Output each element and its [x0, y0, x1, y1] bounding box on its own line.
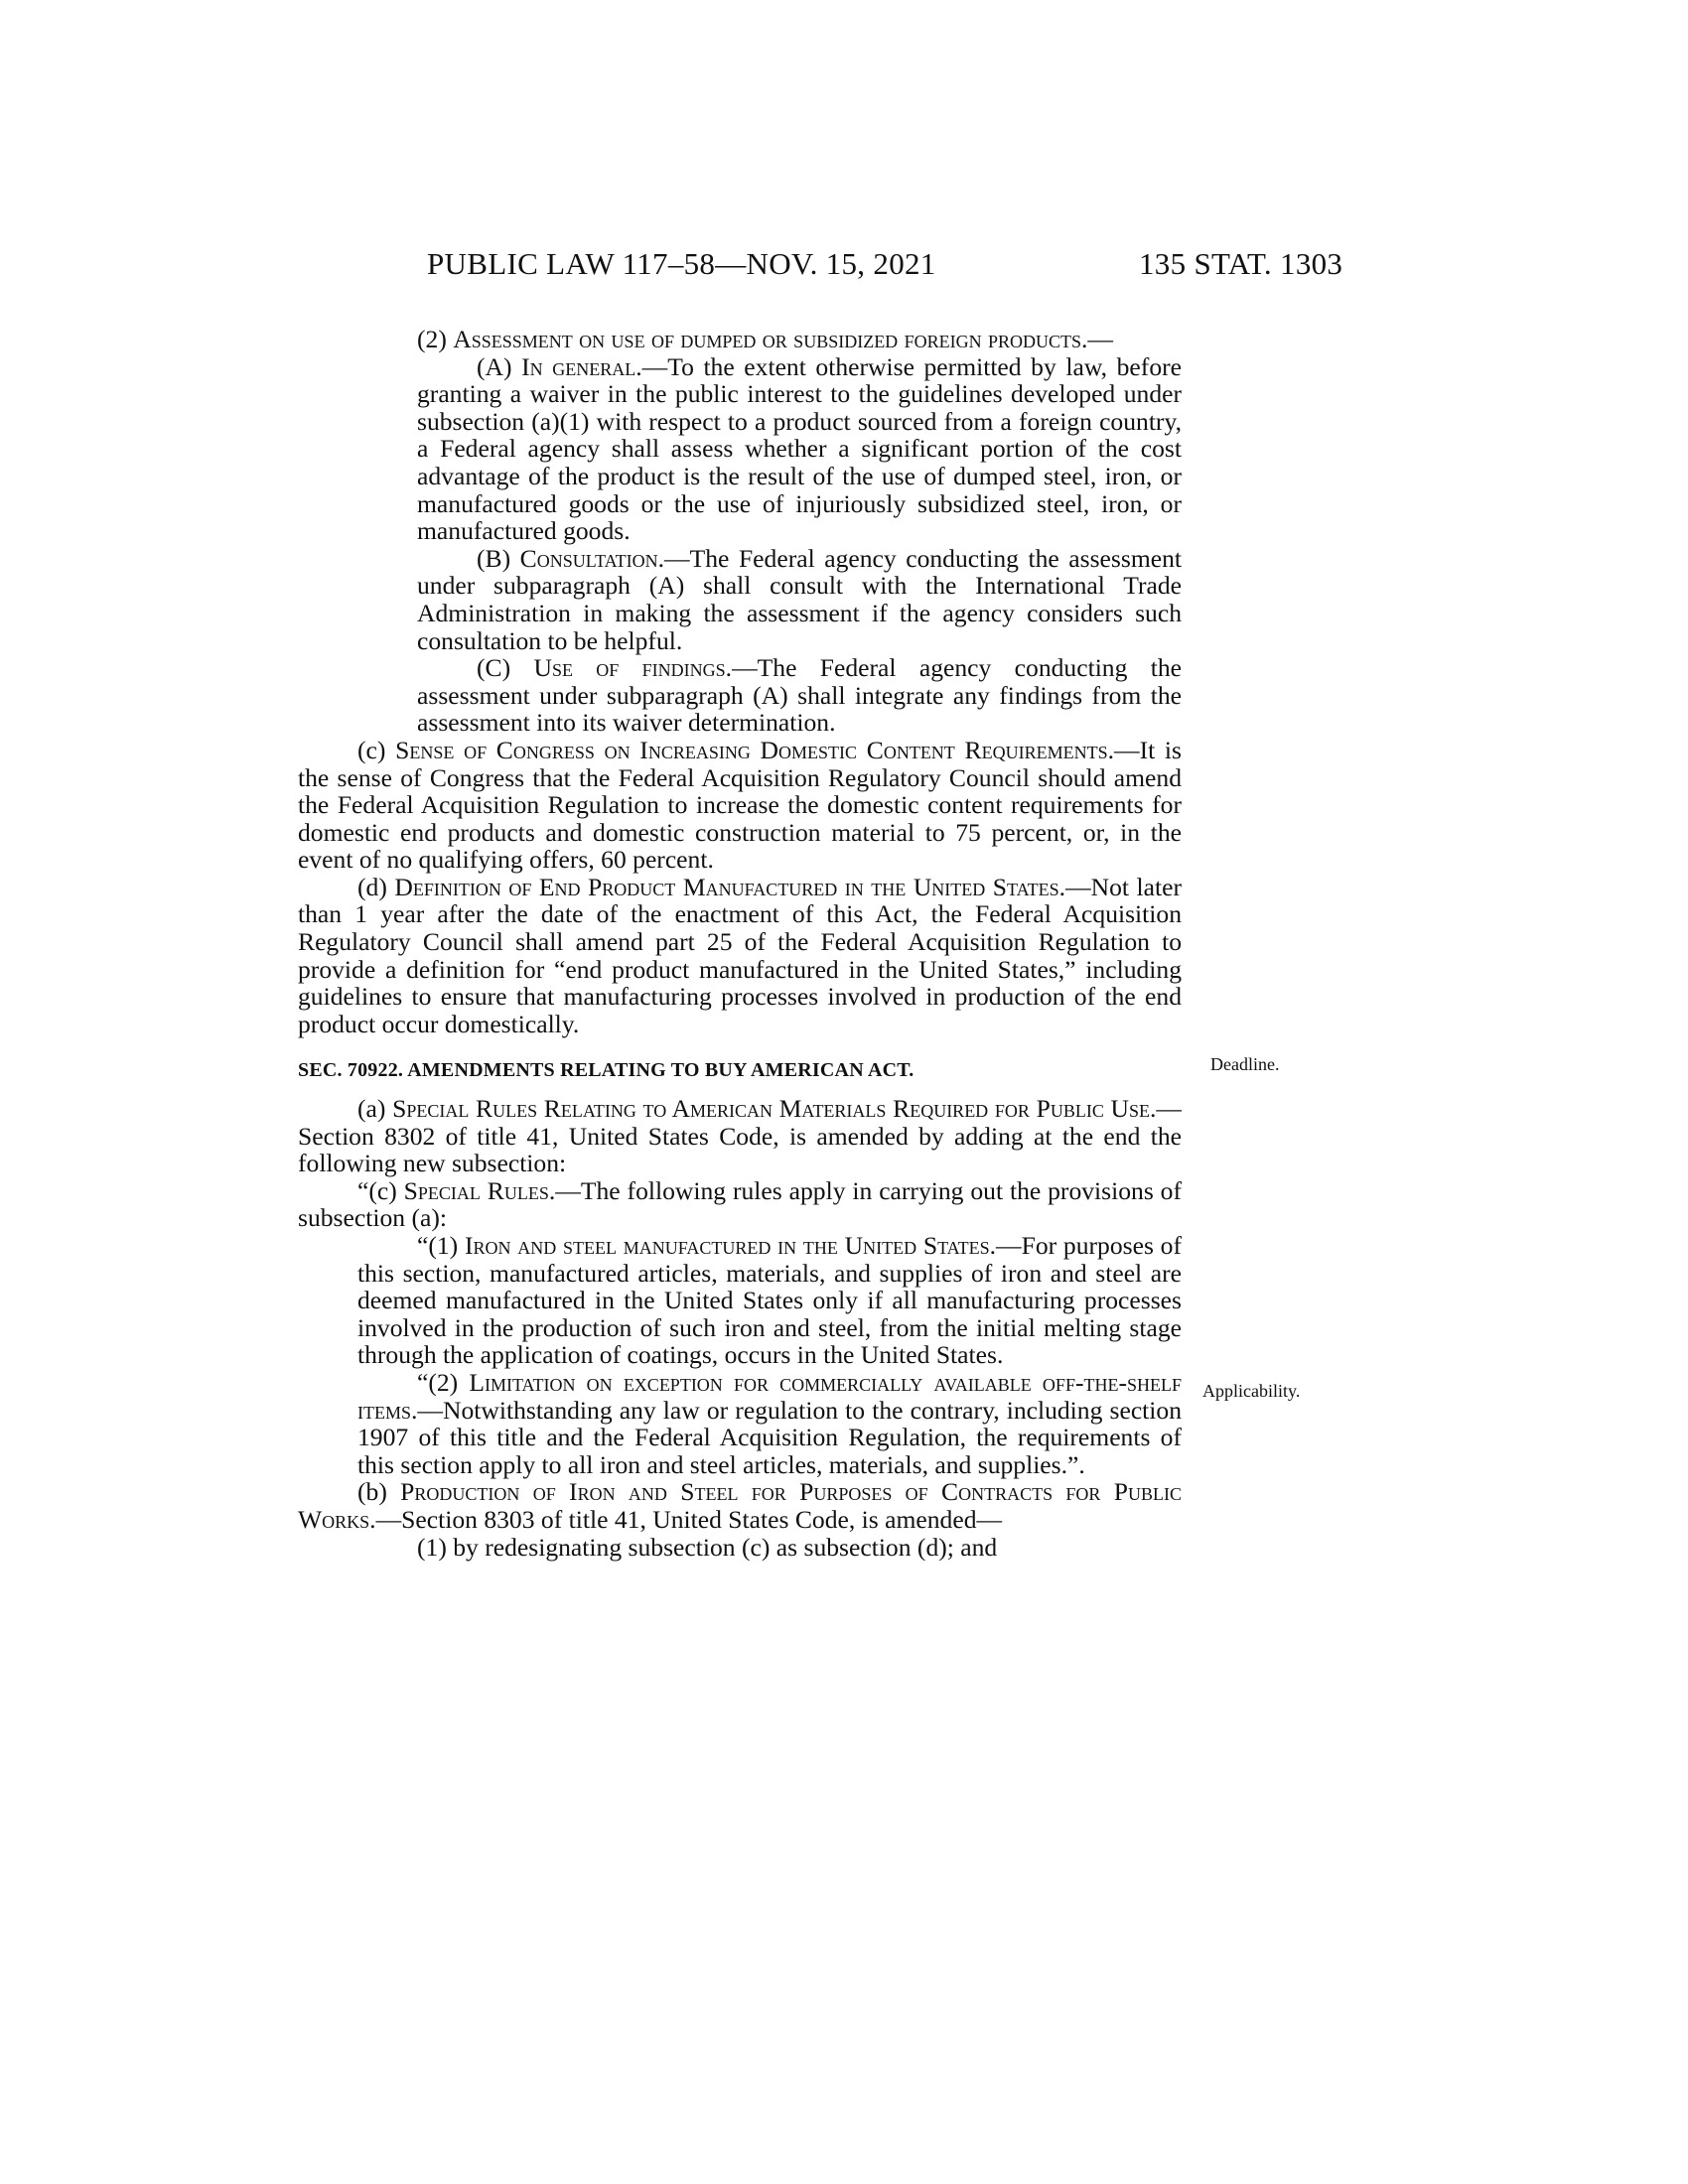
running-header-left: PUBLIC LAW 117–58—NOV. 15, 2021: [427, 246, 936, 281]
subsection-b: (b) Production of Iron and Steel for Purposes of Contracts for Public Works.—Section 8303 of title 41, United States Code, is amended—: [298, 1477, 1182, 1534]
margin-note-applicability: Applicability.: [1202, 1381, 1301, 1401]
quoted-subsection-c: “(c) Special Rules.—The following rules apply in carrying out the provisions of subsection (a):: [298, 1175, 1182, 1233]
subparagraph-A: (A) In general.—To the extent otherwise permitted by law, before granting a waiver in the public interest to the guidelines developed under subsection (a)(1) with respect to a product sourced from a foreign country, a Federal agency shall assess whether a significant portion of the cost advantage of the product is the result of the use of dumped steel, iron, or manufactured goods or the use of injuriously subsidized steel, iron, or manufactured goods.: [417, 351, 1182, 546]
subsection-a: (a) Special Rules Relating to American Materials Required for Public Use.—Section 8302 of title 41, United States Code, is amended by adding at the end the following new subsection:: [298, 1094, 1182, 1178]
margin-note-deadline: Deadline.: [1210, 1054, 1280, 1074]
quoted-paragraph-2: “(2) Limitation on exception for commercially available off-the-shelf items.—Notwithstanding any law or regulation to the contrary, including section 1907 of this title and the Federal Acquisition Regulation, the requirements of this section apply to all iron and steel articles, materials, and supplies.”.: [357, 1367, 1182, 1479]
subsection-d: (d) Definition of End Product Manufactured in the United States.—Not later than 1 year after the date of the enactment of this Act, the Federal Acquisition Regulatory Council shall amend part 25 of the Federal Acquisition Regulation to provide a definition for “end product manufactured in the United States,” including guidelines to ensure that manufacturing processes involved in production of the end product occur domestically.: [298, 872, 1182, 1038]
paragraph-2-heading: (2) Assessment on use of dumped or subsidized foreign products.—: [417, 325, 1114, 353]
running-header-right: 135 STAT. 1303: [1139, 246, 1343, 281]
section-heading: SEC. 70922. AMENDMENTS RELATING TO BUY AMERICAN ACT.: [298, 1059, 914, 1082]
subsection-c: (c) Sense of Congress on Increasing Domestic Content Requirements.—It is the sense of Congress that the Federal Acquisition Regulatory Council should amend the Federal Acquisition Regulation to increase the domestic content requirements for domestic end products and domestic construction material to 75 percent, or, in the event of no qualifying offers, 60 percent.: [298, 735, 1182, 875]
subparagraph-B: (B) Consultation.—The Federal agency conducting the assessment under subparagraph (A) shall consult with the International Trade Administration in making the assessment if the agency considers such consultation to be helpful.: [417, 543, 1182, 655]
body-text: [298, 326, 1182, 1561]
quoted-paragraph-1: “(1) Iron and steel manufactured in the United States.—For purposes of this section, manufactured articles, materials, and supplies of iron and steel are deemed manufactured in the United States only if all manufacturing processes involved in the production of such iron and steel, from the initial melting stage through the application of coatings, occurs in the United States.: [357, 1231, 1182, 1370]
paragraph-1: (1) by redesignating subsection (c) as subsection (d); and: [417, 1532, 998, 1562]
subparagraph-C: (C) Use of findings.—The Federal agency conducting the assessment under subparagraph (A) shall integrate any findings from the assessment into its waiver determination.: [417, 653, 1183, 738]
